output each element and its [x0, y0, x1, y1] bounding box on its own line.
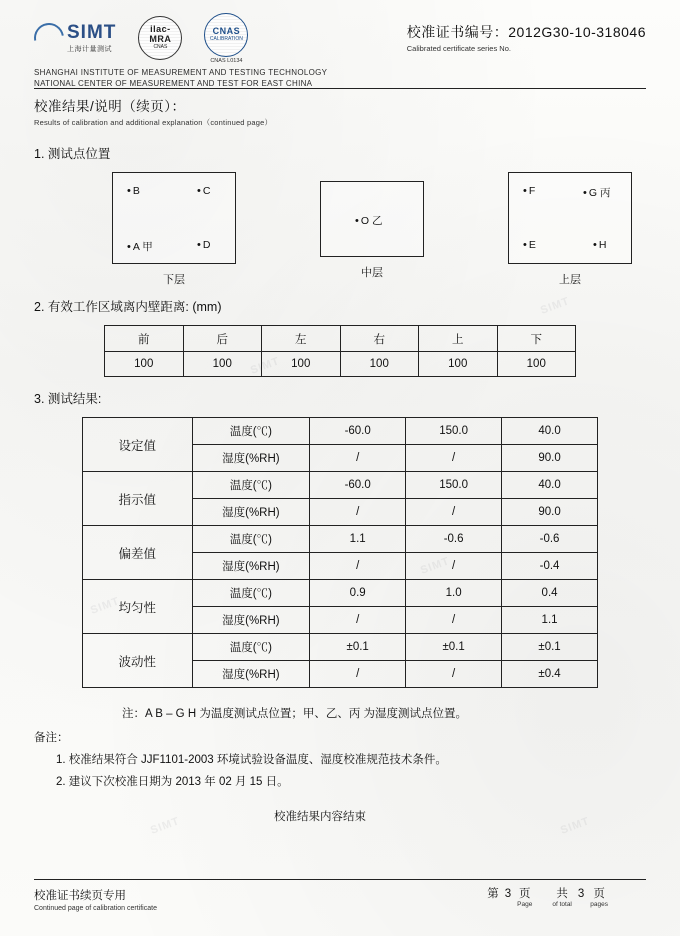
value-cell: 1.1: [310, 526, 406, 553]
page-unit-sub: Page: [517, 901, 533, 909]
value-cell: /: [406, 553, 502, 580]
value-cell: 1.0: [406, 580, 502, 607]
value-cell: ±0.4: [502, 661, 598, 688]
point-marker: • B: [127, 185, 140, 197]
watermark: SIMT: [558, 815, 592, 837]
page-label-text: 第: [487, 888, 499, 900]
total-label-text: 共: [556, 888, 568, 900]
page-label: [487, 887, 499, 901]
table-cell: 100: [340, 352, 419, 377]
total-number: [578, 887, 584, 901]
table-header-cell: 后: [183, 326, 262, 352]
value-cell: -0.6: [502, 526, 598, 553]
total-unit-text: 页: [593, 888, 605, 900]
section3-heading: 3. 测试结果:: [34, 392, 102, 406]
page-title-en: Results of calibration and additional explanation（continued page）: [34, 118, 273, 127]
page-indicator: [487, 887, 646, 910]
value-cell: 90.0: [502, 445, 598, 472]
certificate-number-label: 校准证书编号：: [406, 24, 509, 40]
table-header-cell: 前: [105, 326, 184, 352]
value-cell: /: [310, 607, 406, 634]
page-title: 校准结果/说明（续页）：: [34, 99, 186, 114]
value-cell: 0.9: [310, 580, 406, 607]
document-footer: [34, 887, 646, 912]
certificate-number-value: 2012G30-10-318046: [508, 24, 646, 40]
param-cell: 湿度(%RH): [192, 445, 310, 472]
table-row: [83, 580, 598, 607]
watermark: SIMT: [418, 555, 452, 577]
certificate-number: [407, 22, 646, 42]
param-cell: 湿度(%RH): [192, 553, 310, 580]
total-label: [552, 887, 572, 910]
value-cell: /: [310, 661, 406, 688]
table-row: [83, 418, 598, 445]
value-cell: /: [310, 553, 406, 580]
certificate-number-en: Calibrated certificate series No.: [406, 44, 511, 53]
watermark: SIMT: [148, 815, 182, 837]
ilac-mra-seal-icon: [138, 16, 182, 60]
value-cell: -0.6: [406, 526, 502, 553]
row-label: 均匀性: [83, 580, 193, 634]
section1-heading: 1. 测试点位置: [34, 147, 111, 161]
value-cell: 1.1: [502, 607, 598, 634]
point-marker: • F: [523, 185, 535, 197]
param-cell: 温度(℃): [192, 634, 310, 661]
document-header: [0, 0, 680, 86]
ilac-mra-sublabel: CNAS: [153, 44, 168, 51]
section-test-point-locations: [0, 144, 680, 287]
remark-item-2: 2. 建议下次校准日期为 2013 年 02 月 15 日。: [56, 775, 289, 788]
section2-heading: 2. 有效工作区域离内壁距离: (mm): [34, 300, 222, 314]
table-row: [83, 472, 598, 499]
value-cell: ±0.1: [310, 634, 406, 661]
cnas-seal-icon: [204, 13, 248, 57]
diagram-caption: 下层: [163, 274, 185, 286]
table-header-cell: 上: [419, 326, 498, 352]
section-wall-distance: [0, 297, 680, 377]
point-marker: • E: [523, 239, 536, 251]
section-test-results: [0, 389, 680, 688]
simt-logo-subtext: 上海计量测试: [67, 45, 112, 53]
total-unit-sub: pages: [590, 901, 608, 909]
point-marker: • G 丙: [583, 185, 610, 200]
table-cell: 100: [105, 352, 184, 377]
organization-line-1: SHANGHAI INSTITUTE OF MEASUREMENT AND TESTING TECHNOLOGY: [34, 68, 328, 77]
param-cell: 温度(℃): [192, 418, 310, 445]
param-cell: 温度(℃): [192, 526, 310, 553]
test-results-table: [82, 417, 598, 688]
param-cell: 湿度(%RH): [192, 499, 310, 526]
end-of-results-text: 校准结果内容结束: [274, 811, 366, 824]
table-cell: 100: [419, 352, 498, 377]
value-cell: /: [406, 661, 502, 688]
value-cell: /: [406, 607, 502, 634]
watermark: SIMT: [88, 595, 122, 617]
total-number-value: 3: [577, 888, 585, 900]
value-cell: 40.0: [502, 472, 598, 499]
page-unit-text: 页: [519, 888, 531, 900]
param-cell: 温度(℃): [192, 472, 310, 499]
remark-item-1: 1. 校准结果符合 JJF1101-2003 环境试验设备温度、湿度校准规范技术条件。: [56, 753, 447, 766]
point-location-diagrams: [34, 172, 646, 287]
value-cell: 150.0: [406, 472, 502, 499]
organization-line-2: NATIONAL CENTER OF MEASUREMENT AND TEST FOR EAST CHINA: [34, 78, 313, 88]
value-cell: /: [310, 499, 406, 526]
table-row: [83, 526, 598, 553]
value-cell: ±0.1: [406, 634, 502, 661]
value-cell: -60.0: [310, 418, 406, 445]
simt-logo-text: SIMT: [67, 21, 117, 43]
page-number: [505, 887, 511, 901]
table-header-cell: 右: [340, 326, 419, 352]
certificate-number-block: [407, 22, 646, 53]
value-cell: -60.0: [310, 472, 406, 499]
diagram-caption: 上层: [559, 274, 581, 286]
value-cell: /: [406, 445, 502, 472]
simt-logo: [34, 23, 116, 54]
table-row-header: [105, 326, 576, 352]
value-cell: 150.0: [406, 418, 502, 445]
remark-label: 备注：: [34, 731, 69, 744]
watermark: SIMT: [538, 295, 572, 317]
param-cell: 湿度(%RH): [192, 607, 310, 634]
cnas-label: CNAS: [212, 25, 241, 36]
footer-divider: [34, 879, 646, 880]
point-marker: • C: [197, 185, 210, 197]
point-marker: • D: [197, 239, 210, 251]
layer-box: [320, 181, 424, 257]
table-cell: 100: [183, 352, 262, 377]
page-unit: [517, 887, 532, 910]
row-label: 偏差值: [83, 526, 193, 580]
watermark: SIMT: [248, 355, 282, 377]
cnas-sublabel: CALIBRATION: [209, 35, 243, 42]
diagram-middle-layer: [320, 172, 424, 287]
table-header-cell: 左: [262, 326, 341, 352]
table-cell: 100: [262, 352, 341, 377]
diagram-lower-layer: [112, 172, 236, 287]
footer-title-en: Continued page of calibration certificate: [34, 905, 157, 912]
footer-left: [34, 887, 157, 912]
value-cell: 40.0: [502, 418, 598, 445]
table-cell: 100: [497, 352, 576, 377]
cnas-caption: CNAS L0134: [210, 57, 243, 64]
param-cell: 温度(℃): [192, 580, 310, 607]
point-marker: • A 甲: [127, 239, 153, 254]
organization-lines: [34, 68, 646, 90]
ilac-mra-label: ilac-MRA: [149, 24, 172, 45]
table-row: [83, 634, 598, 661]
row-label: 波动性: [83, 634, 193, 688]
value-cell: /: [406, 499, 502, 526]
note-text: 注：A B – G H 为温度测试点位置；甲、乙、丙 为湿度测试点位置。: [122, 708, 468, 720]
row-label: 设定值: [83, 418, 193, 472]
table-row: [105, 352, 576, 377]
swoosh-icon: [28, 17, 70, 59]
notes-block: [0, 704, 680, 829]
row-label: 指示值: [83, 472, 193, 526]
value-cell: /: [310, 445, 406, 472]
param-cell: 湿度(%RH): [192, 661, 310, 688]
value-cell: 0.4: [502, 580, 598, 607]
page-number-value: 3: [504, 888, 512, 900]
table-header-cell: 下: [497, 326, 576, 352]
point-marker: • O 乙: [355, 213, 382, 228]
layer-box: [508, 172, 632, 264]
value-cell: -0.4: [502, 553, 598, 580]
total-unit: [590, 887, 608, 910]
value-cell: 90.0: [502, 499, 598, 526]
point-marker: • H: [593, 239, 606, 251]
total-label-sub: of total: [552, 901, 572, 909]
layer-box: [112, 172, 236, 264]
footer-title-cn: 校准证书续页专用: [34, 890, 126, 902]
title-block: [0, 89, 680, 128]
wall-distance-table: [104, 325, 576, 377]
diagram-caption: 中层: [361, 267, 383, 279]
diagram-upper-layer: [508, 172, 632, 287]
value-cell: ±0.1: [502, 634, 598, 661]
